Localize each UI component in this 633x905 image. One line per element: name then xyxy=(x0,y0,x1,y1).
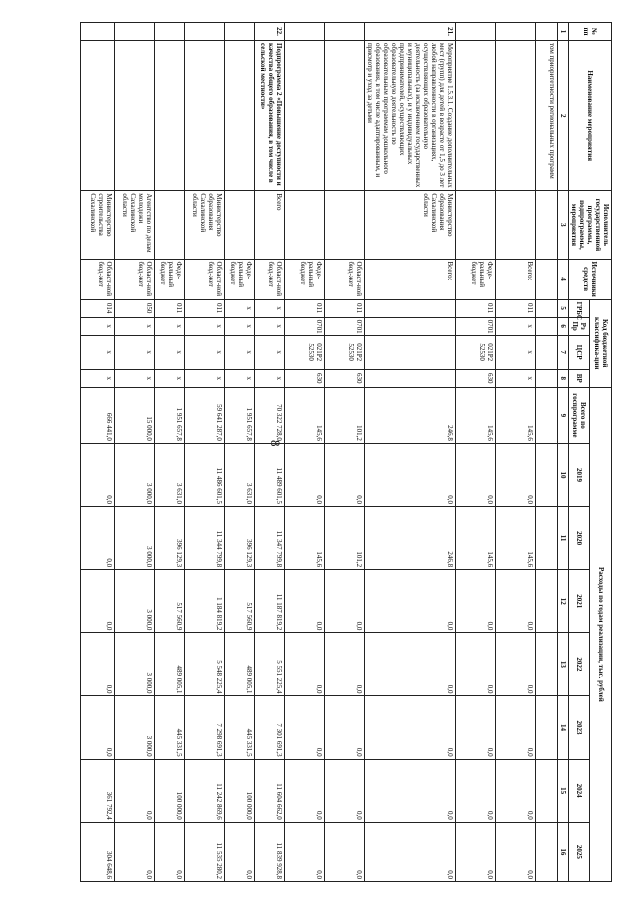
year-amount: 396 129,3 xyxy=(155,507,185,570)
header-year: 2022 xyxy=(569,633,591,696)
table-row xyxy=(456,23,496,882)
year-amount xyxy=(536,759,558,822)
year-amount xyxy=(536,822,558,881)
column-index: 15 xyxy=(558,759,569,822)
executor xyxy=(325,191,365,259)
year-amount: 445 331,5 xyxy=(155,696,185,759)
activity-name xyxy=(496,41,536,191)
funding-source: Феде-ральный бюджет xyxy=(155,259,185,299)
activity-name xyxy=(456,41,496,191)
column-index: 9 xyxy=(558,387,569,443)
year-amount: 11 486 601,5 xyxy=(185,443,225,506)
code-csr xyxy=(365,335,456,369)
table-row xyxy=(225,23,255,882)
row-number: 21. xyxy=(365,23,456,41)
year-amount: 0,0 xyxy=(81,443,115,506)
column-index: 11 xyxy=(558,507,569,570)
year-amount: 5 551 225,4 xyxy=(255,633,285,696)
year-amount xyxy=(536,696,558,759)
activity-name xyxy=(225,41,255,191)
table-row xyxy=(81,23,115,882)
code-vr: x xyxy=(225,369,255,387)
year-amount: 3 000,0 xyxy=(115,696,155,759)
column-index: 14 xyxy=(558,696,569,759)
activity-name xyxy=(185,41,225,191)
funding-source: Област-ной бюд-жет xyxy=(81,259,115,299)
code-vr: 630 xyxy=(285,369,325,387)
year-amount: 100 000,0 xyxy=(225,759,255,822)
code-grbs: 011 xyxy=(155,299,185,317)
column-index: 5 xyxy=(558,299,569,317)
funding-source: Феде-ральный бюджет xyxy=(456,259,496,299)
total-amount: 59 641 287,0 xyxy=(185,387,225,443)
table-row xyxy=(285,23,325,882)
funding-source: Област-ной бюд-жет xyxy=(325,259,365,299)
year-amount: 0,0 xyxy=(365,822,456,881)
code-csr: x xyxy=(185,335,225,369)
year-amount: 145,6 xyxy=(285,507,325,570)
year-amount xyxy=(536,507,558,570)
year-amount: 0,0 xyxy=(325,633,365,696)
year-amount: 11 489 601,5 xyxy=(255,443,285,506)
budget-table-rotated xyxy=(82,22,612,882)
activity-name xyxy=(285,41,325,191)
column-index-row xyxy=(558,23,569,882)
year-amount: 0,0 xyxy=(325,443,365,506)
year-amount: 5 548 225,4 xyxy=(185,633,225,696)
column-index: 7 xyxy=(558,335,569,369)
total-amount: 1 951 657,8 xyxy=(225,387,255,443)
year-amount: 0,0 xyxy=(115,759,155,822)
code-rzpr: x xyxy=(185,317,225,335)
header-code: Код бюджетной классифика-ции xyxy=(590,299,612,387)
year-amount: 517 560,9 xyxy=(155,570,185,633)
year-amount: 11 535 280,2 xyxy=(185,822,225,881)
budget-table xyxy=(80,22,612,882)
code-vr: x xyxy=(255,369,285,387)
year-amount: 0,0 xyxy=(365,443,456,506)
table-row xyxy=(365,23,456,882)
year-amount xyxy=(536,633,558,696)
code-grbs: x xyxy=(225,299,255,317)
row-number xyxy=(536,23,558,41)
code-rzpr: x xyxy=(155,317,185,335)
code-vr: x xyxy=(115,369,155,387)
year-amount: 0,0 xyxy=(325,570,365,633)
column-index: 10 xyxy=(558,443,569,506)
total-amount: 246,8 xyxy=(365,387,456,443)
year-amount: 0,0 xyxy=(285,759,325,822)
year-amount: 0,0 xyxy=(285,443,325,506)
code-grbs: 011 xyxy=(185,299,225,317)
activity-name xyxy=(155,41,185,191)
total-amount: 666 441,0 xyxy=(81,387,115,443)
year-amount: 304 648,6 xyxy=(81,822,115,881)
total-amount: 145,6 xyxy=(456,387,496,443)
executor: Всего xyxy=(255,191,285,259)
year-amount: 145,6 xyxy=(496,507,536,570)
year-amount: 3 000,0 xyxy=(115,570,155,633)
year-amount: 0,0 xyxy=(81,633,115,696)
code-vr: x xyxy=(155,369,185,387)
row-number xyxy=(81,23,115,41)
table-row xyxy=(325,23,365,882)
year-amount: 361 792,4 xyxy=(81,759,115,822)
year-amount: 0,0 xyxy=(496,570,536,633)
header-year: 2023 xyxy=(569,696,591,759)
code-rzpr: 0701 xyxy=(285,317,325,335)
activity-name: том приоритетности региональных программ xyxy=(536,41,558,191)
year-amount: 0,0 xyxy=(496,759,536,822)
code-vr: x xyxy=(81,369,115,387)
code-vr xyxy=(536,369,558,387)
year-amount: 0,0 xyxy=(325,822,365,881)
year-amount: 0,0 xyxy=(456,696,496,759)
column-index: 4 xyxy=(558,259,569,299)
year-amount: 0,0 xyxy=(456,570,496,633)
total-amount: 70 322 728,0 xyxy=(255,387,285,443)
year-amount: 3 000,0 xyxy=(115,443,155,506)
year-amount: 3 631,0 xyxy=(225,443,255,506)
executor xyxy=(456,191,496,259)
column-index: 2 xyxy=(558,41,569,191)
code-vr: x xyxy=(496,369,536,387)
executor xyxy=(225,191,255,259)
column-index: 3 xyxy=(558,191,569,259)
year-amount: 0,0 xyxy=(496,696,536,759)
row-number xyxy=(225,23,255,41)
code-rzpr xyxy=(365,317,456,335)
header-grbs: ГРБС xyxy=(569,299,591,317)
code-rzpr: x xyxy=(225,317,255,335)
executor: Министерство образования Сахалинской области xyxy=(185,191,225,259)
year-amount: 0,0 xyxy=(285,822,325,881)
funding-source: Област-ной бюд-жет xyxy=(185,259,225,299)
year-amount: 0,0 xyxy=(456,759,496,822)
year-amount: 100 000,0 xyxy=(155,759,185,822)
header-year: 2024 xyxy=(569,759,591,822)
year-amount: 0,0 xyxy=(155,822,185,881)
table-row xyxy=(185,23,225,882)
header-year: 2025 xyxy=(569,822,591,881)
year-amount: 7 301 691,3 xyxy=(255,696,285,759)
header-total: Всего по госпрограмме xyxy=(569,387,591,443)
code-vr: 630 xyxy=(325,369,365,387)
code-grbs: 011 xyxy=(285,299,325,317)
code-rzpr: 0701 xyxy=(325,317,365,335)
funding-source xyxy=(536,259,558,299)
code-grbs: 011 xyxy=(325,299,365,317)
year-amount: 0,0 xyxy=(285,570,325,633)
year-amount: 0,0 xyxy=(81,570,115,633)
funding-source: Феде-ральный бюджет xyxy=(225,259,255,299)
code-grbs: 011 xyxy=(456,299,496,317)
row-number xyxy=(155,23,185,41)
year-amount: 0,0 xyxy=(496,633,536,696)
column-index: 1 xyxy=(558,23,569,41)
year-amount: 246,8 xyxy=(365,507,456,570)
code-csr: x xyxy=(225,335,255,369)
row-number xyxy=(115,23,155,41)
year-amount: 145,6 xyxy=(456,507,496,570)
year-amount: 517 560,9 xyxy=(225,570,255,633)
year-amount: 11 604 662,0 xyxy=(255,759,285,822)
year-amount: 101,2 xyxy=(325,507,365,570)
code-rzpr: x xyxy=(255,317,285,335)
column-index: 8 xyxy=(558,369,569,387)
year-amount: 0,0 xyxy=(81,507,115,570)
table-row xyxy=(496,23,536,882)
code-rzpr xyxy=(536,317,558,335)
year-amount: 0,0 xyxy=(115,822,155,881)
executor: Министерство строительства Сахалинской xyxy=(81,191,115,259)
row-number xyxy=(285,23,325,41)
header-spending: Расходы по годам реализации, тыс. рублей xyxy=(590,387,612,881)
code-csr xyxy=(536,335,558,369)
year-amount: 0,0 xyxy=(365,570,456,633)
row-number xyxy=(325,23,365,41)
code-rzpr: 0701 xyxy=(456,317,496,335)
year-amount xyxy=(536,443,558,506)
header-year: 2019 xyxy=(569,443,591,506)
header-executor: Исполнитель государственной программы, подпрограммы, мероприятия xyxy=(569,191,612,259)
code-csr: 021P2 52530 xyxy=(325,335,365,369)
year-amount: 0,0 xyxy=(81,696,115,759)
total-amount: 145,6 xyxy=(496,387,536,443)
year-amount: 445 331,5 xyxy=(225,696,255,759)
year-amount: 489 005,1 xyxy=(225,633,255,696)
funding-source: Всего: xyxy=(496,259,536,299)
header-vr: ВР xyxy=(569,369,591,387)
year-amount: 11 242 869,6 xyxy=(185,759,225,822)
header-rzpr: Рз Пр xyxy=(569,317,591,335)
column-index: 6 xyxy=(558,317,569,335)
row-number: 22. xyxy=(255,23,285,41)
table-row xyxy=(155,23,185,882)
year-amount: 0,0 xyxy=(365,696,456,759)
year-amount: 396 129,3 xyxy=(225,507,255,570)
year-amount: 11 344 799,8 xyxy=(185,507,225,570)
year-amount: 0,0 xyxy=(225,822,255,881)
code-rzpr: x xyxy=(115,317,155,335)
year-amount: 0,0 xyxy=(496,443,536,506)
code-csr: 021P2 52530 xyxy=(285,335,325,369)
header-year: 2020 xyxy=(569,507,591,570)
code-grbs xyxy=(365,299,456,317)
funding-source: Област-ной бюд-жет xyxy=(255,259,285,299)
header-source: Источники средств xyxy=(569,259,612,299)
year-amount: 1 184 819,2 xyxy=(185,570,225,633)
page-number: 8 xyxy=(268,440,283,447)
year-amount: 0,0 xyxy=(456,633,496,696)
year-amount: 0,0 xyxy=(365,633,456,696)
funding-source: Област-ной бюд-жет xyxy=(115,259,155,299)
total-amount: 101,2 xyxy=(325,387,365,443)
column-index: 16 xyxy=(558,822,569,881)
executor xyxy=(155,191,185,259)
activity-name xyxy=(325,41,365,191)
code-grbs: x xyxy=(255,299,285,317)
year-amount xyxy=(536,570,558,633)
year-amount: 0,0 xyxy=(325,696,365,759)
code-vr: 630 xyxy=(456,369,496,387)
code-grbs: 014 xyxy=(81,299,115,317)
code-rzpr: x xyxy=(81,317,115,335)
activity-name: Подпрограмма 2 «Повышение доступности и качества общего образования, в том числе в сельской местности» xyxy=(255,41,285,191)
year-amount: 489 005,1 xyxy=(155,633,185,696)
year-amount: 7 298 691,3 xyxy=(185,696,225,759)
header-no: № пп xyxy=(569,23,612,41)
column-index: 12 xyxy=(558,570,569,633)
row-number xyxy=(185,23,225,41)
funding-source: Всего: xyxy=(365,259,456,299)
table-row xyxy=(536,23,558,882)
row-number xyxy=(496,23,536,41)
executor: Министерство образования Сахалинской области xyxy=(365,191,456,259)
code-vr: x xyxy=(185,369,225,387)
code-csr: x xyxy=(115,335,155,369)
activity-name xyxy=(81,41,115,191)
code-grbs xyxy=(536,299,558,317)
year-amount: 3 631,0 xyxy=(155,443,185,506)
table-row xyxy=(255,23,285,882)
total-amount: 145,6 xyxy=(285,387,325,443)
year-amount: 11 839 928,8 xyxy=(255,822,285,881)
code-vr xyxy=(365,369,456,387)
header-csr: ЦСР xyxy=(569,335,591,369)
total-amount: 15 000,0 xyxy=(115,387,155,443)
year-amount: 3 000,0 xyxy=(115,507,155,570)
code-grbs: 050 xyxy=(115,299,155,317)
year-amount: 0,0 xyxy=(325,759,365,822)
year-amount: 0,0 xyxy=(285,633,325,696)
header-year: 2021 xyxy=(569,570,591,633)
row-number xyxy=(456,23,496,41)
code-rzpr: x xyxy=(496,317,536,335)
executor: Агентство по делам молодежи Сахалинской области xyxy=(115,191,155,259)
code-csr: x xyxy=(496,335,536,369)
code-csr: 021P2 52530 xyxy=(456,335,496,369)
year-amount: 11 347 799,8 xyxy=(255,507,285,570)
activity-name: Мероприятие 1.5.3.1. Создание дополнительных мест (групп) для детей в возрасте от 1,5 до 3 лет любой направленности в организациях, осуществляющих образовательную деятельность (за исключением государственных и муниципальных), и у индивидуальных предпринимателей, осуществляющих образовательную деятельность по образовательным программам дошкольного образования, в том числе адаптированным, и присмотр и уход за детьми xyxy=(365,41,456,191)
year-amount: 0,0 xyxy=(285,696,325,759)
activity-name xyxy=(115,41,155,191)
year-amount: 0,0 xyxy=(456,443,496,506)
year-amount: 0,0 xyxy=(365,759,456,822)
header-name: Наименование мероприятия xyxy=(569,41,612,191)
year-amount: 11 187 819,2 xyxy=(255,570,285,633)
executor xyxy=(496,191,536,259)
funding-source: Феде-ральный бюджет xyxy=(285,259,325,299)
code-csr: x xyxy=(155,335,185,369)
code-grbs: 011 xyxy=(496,299,536,317)
year-amount: 3 000,0 xyxy=(115,633,155,696)
table-row xyxy=(115,23,155,882)
executor xyxy=(536,191,558,259)
column-index: 13 xyxy=(558,633,569,696)
code-csr: x xyxy=(81,335,115,369)
total-amount: 1 951 657,8 xyxy=(155,387,185,443)
executor xyxy=(285,191,325,259)
year-amount: 0,0 xyxy=(496,822,536,881)
total-amount xyxy=(536,387,558,443)
code-csr: x xyxy=(255,335,285,369)
year-amount: 0,0 xyxy=(456,822,496,881)
